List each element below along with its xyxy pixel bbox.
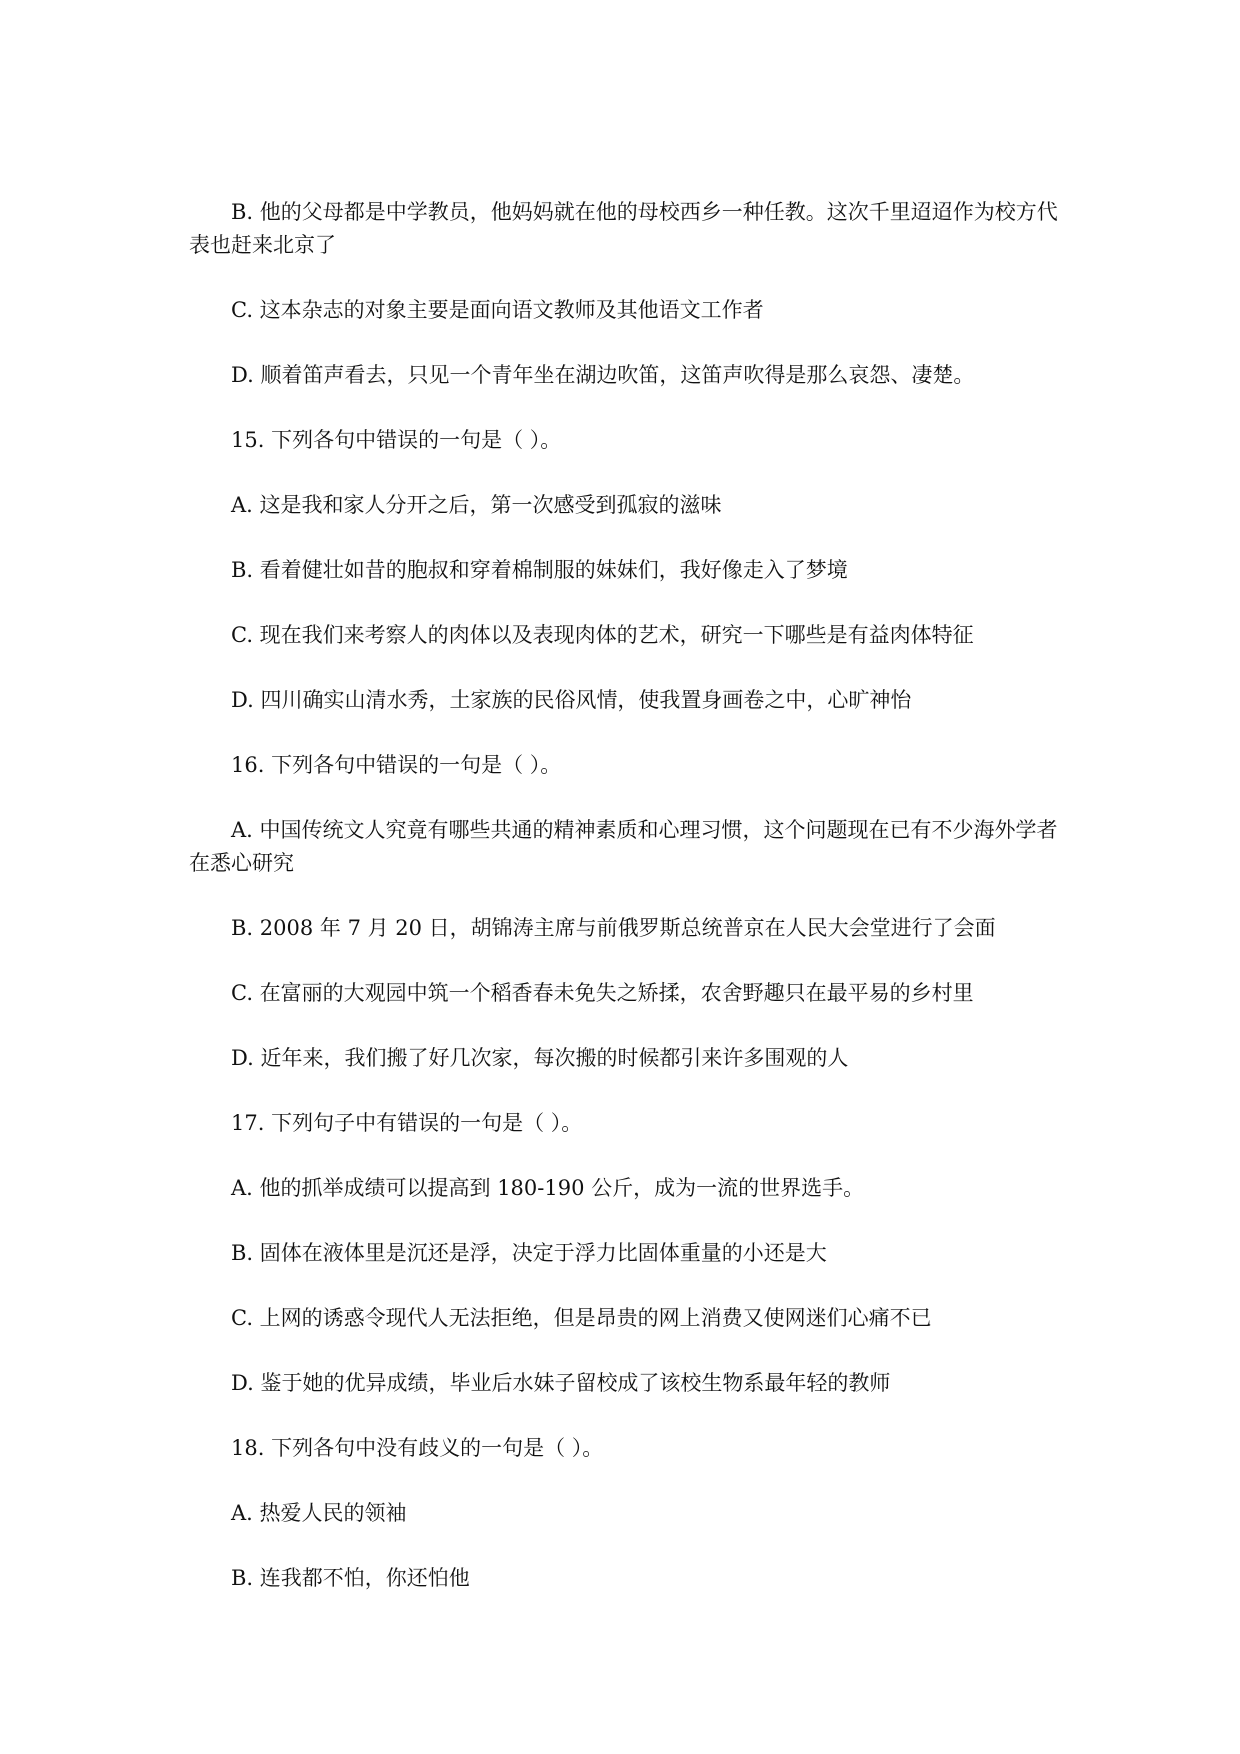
paragraph-option-d-17: D. 鉴于她的优异成绩，毕业后水妹子留校成了该校生物系最年轻的教师 [231,1371,891,1395]
question-17: 17. 下列句子中有错误的一句是（ ）。 [231,1111,583,1135]
paragraph-option-a-17: A. 他的抓举成绩可以提高到 180-190 公斤，成为一流的世界选手。 [231,1176,865,1200]
paragraph-option-b-18: B. 连我都不怕，你还怕他 [231,1566,470,1590]
paragraph-option-a-16: A. 中国传统文人究竟有哪些共通的精神素质和心理习惯，这个问题现在已有不少海外学者在悉心研究 [189,818,1058,875]
paragraph-option-b-15: B. 看着健壮如昔的胞叔和穿着棉制服的妹妹们，我好像走入了梦境 [231,558,848,582]
question-15: 15. 下列各句中错误的一句是（ ）。 [231,428,562,452]
paragraph-option-d-14: D. 顺着笛声看去，只见一个青年坐在湖边吹笛，这笛声吹得是那么哀怨、凄楚。 [231,363,975,387]
paragraph-option-d-16: D. 近年来，我们搬了好几次家，每次搬的时候都引来许多围观的人 [231,1046,849,1070]
paragraph-option-a-15: A. 这是我和家人分开之后，第一次感受到孤寂的滋味 [231,493,722,517]
paragraph-option-c-14: C. 这本杂志的对象主要是面向语文教师及其他语文工作者 [231,298,764,322]
paragraph-option-b-17: B. 固体在液体里是沉还是浮，决定于浮力比固体重量的小还是大 [231,1241,827,1265]
paragraph-option-b-16: B. 2008 年 7 月 20 日，胡锦涛主席与前俄罗斯总统普京在人民大会堂进行了会面 [231,916,996,940]
paragraph-option-b-14: B. 他的父母都是中学教员，他妈妈就在他的母校西乡一种任教。这次千里迢迢作为校方代表也赶来北京了 [189,200,1058,257]
paragraph-option-a-18: A. 热爱人民的领袖 [231,1501,407,1525]
question-18: 18. 下列各句中没有歧义的一句是（ ）。 [231,1436,604,1460]
paragraph-option-d-15: D. 四川确实山清水秀，土家族的民俗风情，使我置身画卷之中，心旷神怡 [231,688,912,712]
paragraph-option-c-17: C. 上网的诱惑令现代人无法拒绝，但是昂贵的网上消费又使网迷们心痛不已 [231,1306,932,1330]
paragraph-option-c-15: C. 现在我们来考察人的肉体以及表现肉体的艺术，研究一下哪些是有益肉体特征 [231,623,974,647]
paragraph-option-c-16: C. 在富丽的大观园中筑一个稻香春未免失之矫揉，农舍野趣只在最平易的乡村里 [231,981,974,1005]
question-16: 16. 下列各句中错误的一句是（ ）。 [231,753,562,777]
